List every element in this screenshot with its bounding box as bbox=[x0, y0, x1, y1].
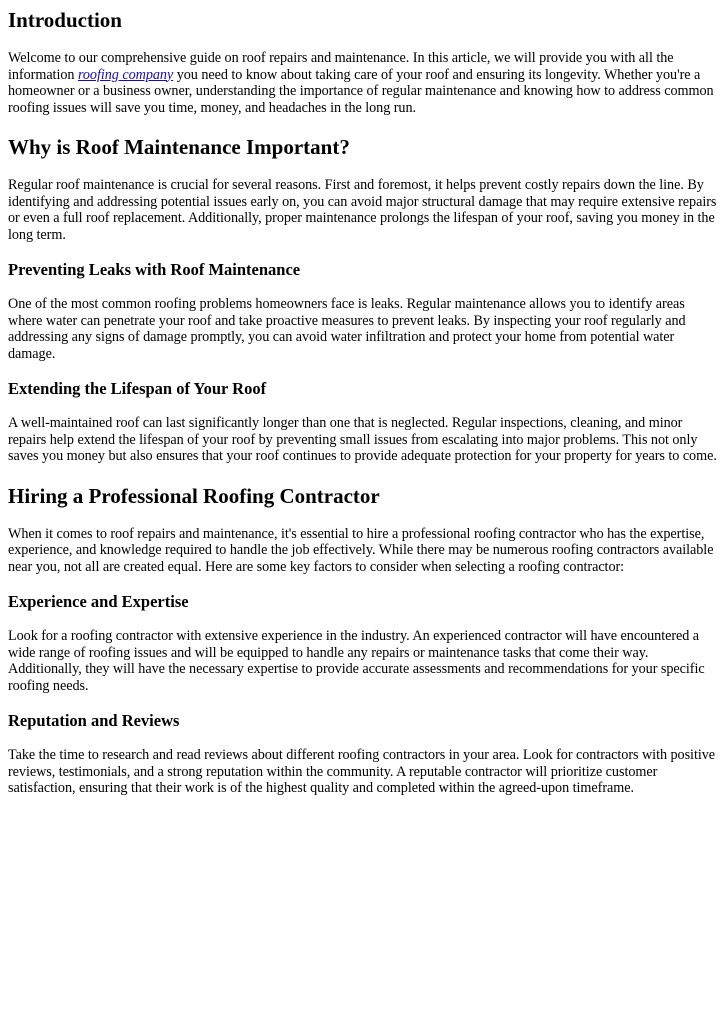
heading-reputation-reviews: Reputation and Reviews bbox=[8, 711, 180, 730]
paragraph-why-maintenance: Regular roof maintenance is crucial for several reasons. First and foremost, it helps prevent costly repairs down the line. By identifying and addressing potential issues early on, you can avoid major structural damage that may require extensive repairs or even a full roof replacement. Additionally, proper maintenance prolongs the lifespan of your roof, saving you money in the long term. bbox=[8, 177, 717, 243]
paragraph-hiring-contractor: When it comes to roof repairs and maintenance, it's essential to hire a professional roofing contractor who has the expertise, experience, and knowledge required to handle the job effectively. While there may be numerous roofing contractors available near you, not all are created equal. Here are some key factors to consider when selecting a roofing contractor: bbox=[8, 525, 714, 575]
roofing-company-link[interactable]: roofing company bbox=[77, 66, 174, 83]
heading-experience-expertise: Experience and Expertise bbox=[8, 592, 189, 611]
heading-extending-lifespan: Extending the Lifespan of Your Roof bbox=[8, 379, 267, 398]
heading-introduction: Introduction bbox=[8, 8, 122, 32]
paragraph-experience-expertise: Look for a roofing contractor with extensive experience in the industry. An experienced contractor will have encountered a wide range of roofing issues and will be equipped to handle any repairs or maintenance tasks that come their way. Additionally, they will have the necessary expertise to provide accurate assessments and recommendations for your specific roofing needs. bbox=[8, 628, 705, 694]
paragraph-preventing-leaks: One of the most common roofing problems homeowners face is leaks. Regular maintenance allows you to identify areas where water can penetrate your roof and take proactive measures to prevent leaks. By inspecting your roof regularly and addressing any signs of damage promptly, you can avoid water infiltration and protect your home from potential water damage. bbox=[8, 296, 686, 362]
paragraph-introduction bbox=[8, 50, 720, 116]
intro-text-after-link: you need to know about taking care of your roof and ensuring its longevity. Whether you're a homeowner or a business owner, understanding the importance of regular maintenance and knowing how to address common roofing issues will save you time, money, and headaches in the long run. bbox=[8, 66, 714, 116]
article-page bbox=[0, 8, 720, 797]
paragraph-extending-lifespan: A well-maintained roof can last significantly longer than one that is neglected. Regular inspections, cleaning, and minor repairs help extend the lifespan of your roof by preventing small issues from escalating into major problems. This not only saves you money but also ensures that your roof continues to provide adequate protection for your property for years to come. bbox=[8, 415, 717, 464]
intro-text-before-link: Welcome to our comprehensive guide on roof repairs and maintenance. In this article, we will provide you with all the information bbox=[8, 50, 674, 83]
paragraph-reputation-reviews: Take the time to research and read reviews about different roofing contractors in your area. Look for contractors with positive reviews, testimonials, and a strong reputation within the community. A reputable contractor will prioritize customer satisfaction, ensuring that their work is of the highest quality and completed within the agreed-upon timeframe. bbox=[8, 747, 716, 796]
heading-hiring-contractor: Hiring a Professional Roofing Contractor bbox=[8, 483, 380, 508]
heading-preventing-leaks: Preventing Leaks with Roof Maintenance bbox=[8, 260, 301, 279]
heading-why-maintenance: Why is Roof Maintenance Important? bbox=[8, 135, 350, 159]
